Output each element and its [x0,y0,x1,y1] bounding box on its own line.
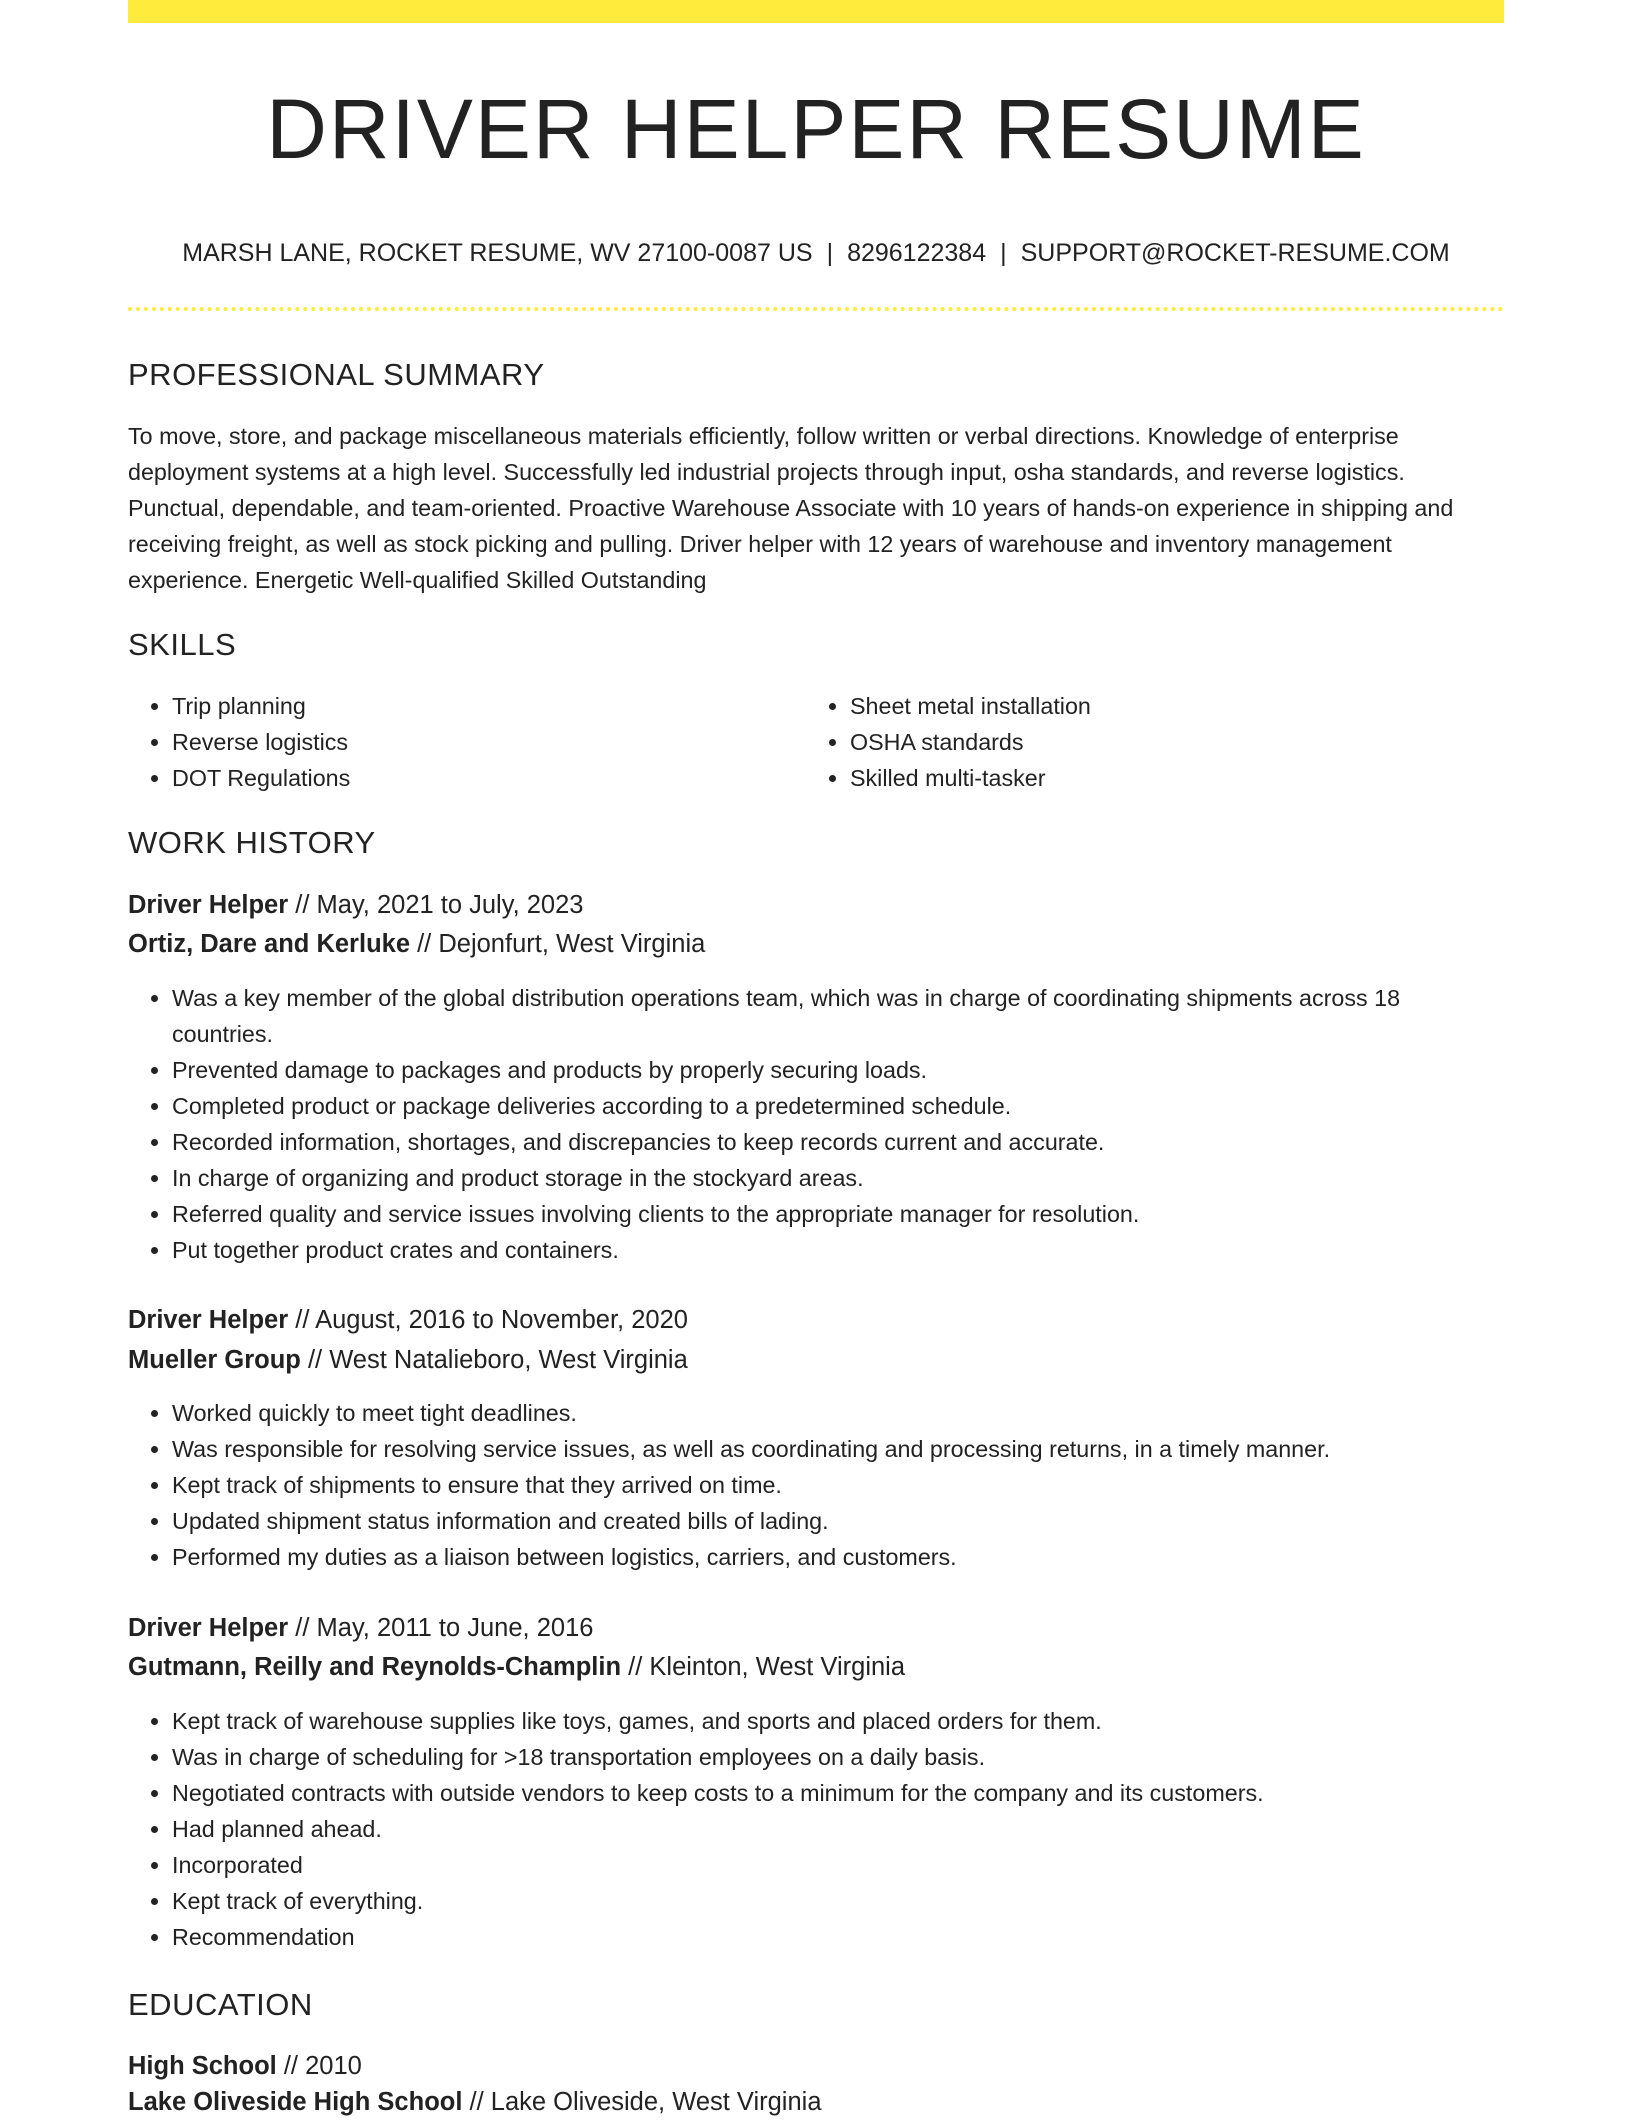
job-dates: May, 2021 to July, 2023 [316,891,584,919]
skill-item: • Reverse logistics [172,724,350,760]
education-school-line [128,2084,1504,2120]
job-bullet: • In charge of organizing and product storage in the stockyard areas. [172,1160,1504,1196]
job-title: Driver Helper [128,1614,289,1642]
accent-top-bar [128,0,1504,23]
contact-line [128,236,1504,270]
education-degree-line [128,2048,1504,2084]
education-degree: High School [128,2052,277,2080]
job-company-line [128,926,1504,962]
job-bullet: • Performed my duties as a liaison between logistics, carriers, and customers. [172,1539,1504,1575]
contact-phone: 8296122384 [847,239,987,267]
job-bullet: • Had planned ahead. [172,1811,1504,1847]
job-bullet: • Incorporated [172,1847,1504,1883]
dotted-divider [128,307,1504,311]
job-location: Kleinton, West Virginia [649,1653,906,1681]
education-year: 2010 [305,2052,362,2080]
contact-address: MARSH LANE, ROCKET RESUME, WV 27100-0087 US [182,239,813,267]
job-bullet: • Referred quality and service issues involving clients to the appropriate manager for resolution. [172,1196,1504,1232]
skill-item: • Sheet metal installation [850,688,1091,724]
job-bullet: • Recorded information, shortages, and discrepancies to keep records current and accurate. [172,1124,1504,1160]
job-location: West Natalieboro, West Virginia [329,1346,688,1374]
job-separator: // [300,1346,330,1374]
job-dates: May, 2011 to June, 2016 [316,1614,594,1642]
job-bullet: • Kept track of everything. [172,1883,1504,1919]
job-separator: // [410,930,439,958]
skill-item: • Trip planning [172,688,350,724]
skills-list-right [806,688,1091,796]
job-separator: // [288,1306,316,1334]
education-separator: // [276,2052,306,2080]
job-bullets [128,980,1504,1268]
job-title-line [128,887,1504,923]
education-heading: EDUCATION [128,1987,313,2022]
job-location: Dejonfurt, West Virginia [438,930,706,958]
job-company-line [128,1342,1504,1378]
summary-text: To move, store, and package miscellaneous materials efficiently, follow written or verbal directions. Knowledge of enterprise deployment systems at a high level. Successfully led industrial projects through input, osha standards, and reverse logistics. Punctual, dependable, and team-oriented. Proactive Warehouse Associate with 10 years of hands-on experience in shipping and receiving freight, as well as stock picking and pulling. Driver helper with 12 years of warehouse and inventory management experience. Energetic Well-qualified Skilled Outstanding [128,423,1454,593]
skill-item: • Skilled multi-tasker [850,760,1091,796]
job-bullet: • Negotiated contracts with outside vendors to keep costs to a minimum for the company and its customers. [172,1775,1504,1811]
contact-separator: | [826,239,834,267]
job-company-line [128,1649,1504,1685]
job-bullet: • Put together product crates and containers. [172,1232,1504,1268]
job-separator: // [288,1614,317,1642]
job-separator: // [621,1653,650,1681]
summary-heading: PROFESSIONAL SUMMARY [128,357,545,392]
job-bullet: • Completed product or package deliveries according to a predetermined schedule. [172,1088,1504,1124]
skill-item: • OSHA standards [850,724,1091,760]
job-bullet: • Prevented damage to packages and products by properly securing loads. [172,1052,1504,1088]
education-separator: // [462,2088,491,2116]
job-bullet: • Kept track of warehouse supplies like toys, games, and sports and placed orders for them. [172,1703,1504,1739]
job-bullet: • Was responsible for resolving service issues, as well as coordinating and processing returns, in a timely manner. [172,1431,1504,1467]
job-title: Driver Helper [128,1306,289,1334]
skill-item: • DOT Regulations [172,760,350,796]
job-title: Driver Helper [128,891,289,919]
job-title-line [128,1302,1504,1338]
job-separator: // [288,891,317,919]
job-title-line [128,1610,1504,1646]
job-bullet: • Updated shipment status information and created bills of lading. [172,1503,1504,1539]
job-company: Mueller Group [128,1346,301,1374]
job-bullet: • Recommendation [172,1919,1504,1955]
skills-list-left [128,688,350,796]
job-bullet: • Was a key member of the global distribution operations team, which was in charge of coordinating shipments across 18 countries. [172,980,1504,1052]
job-bullets [128,1395,1504,1575]
contact-separator: | [1000,239,1007,267]
job-bullet: • Was in charge of scheduling for >18 transportation employees on a daily basis. [172,1739,1504,1775]
job-company: Ortiz, Dare and Kerluke [128,930,411,958]
job-bullet: • Worked quickly to meet tight deadlines. [172,1395,1504,1431]
job-dates: August, 2016 to November, 2020 [315,1306,688,1334]
job-bullet: • Kept track of shipments to ensure that they arrived on time. [172,1467,1504,1503]
education-school: Lake Oliveside High School [128,2088,463,2116]
education-location: Lake Oliveside, West Virginia [490,2088,822,2116]
skills-heading: SKILLS [128,627,237,662]
contact-email: SUPPORT@ROCKET-RESUME.COM [1020,239,1450,267]
resume-title: DRIVER HELPER RESUME [266,82,1366,176]
work-history-heading: WORK HISTORY [128,825,376,860]
job-company: Gutmann, Reilly and Reynolds-Champlin [128,1653,622,1681]
job-bullets [128,1703,1504,1955]
